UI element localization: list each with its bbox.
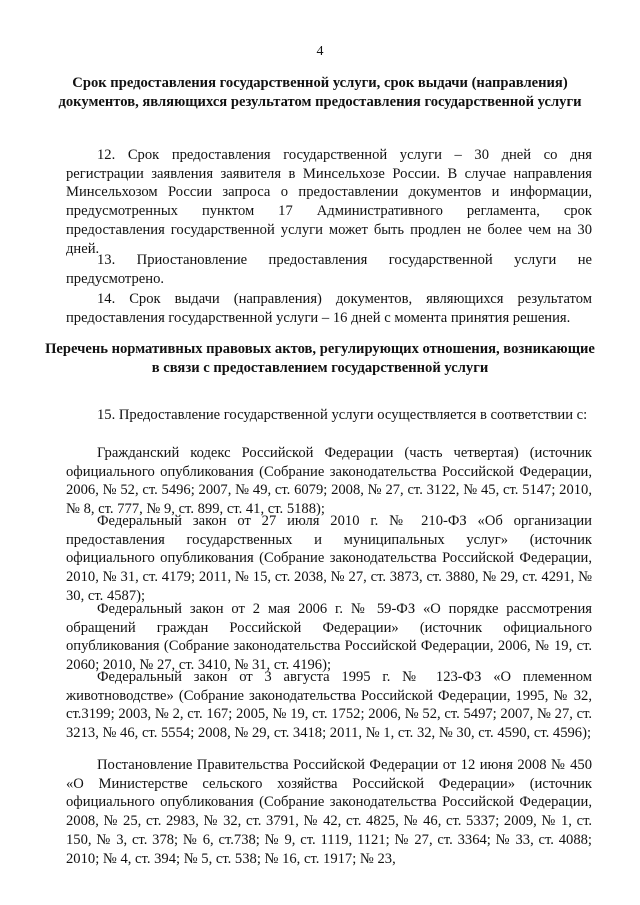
- paragraph-14: 14. Срок выдачи (направления) документов, являющихся результатом предоставления государственной услуги – 16 дней с момента принятия решения.: [66, 291, 592, 326]
- paragraph-law-210: Федеральный закон от 27 июля 2010 г. № 210-ФЗ «Об организации предоставления государственных и муниципальных услуг» (источник официального опубликования (Собрание законодательства Российской Федерации, 2010, № 31, ст. 4179; 2011, № 15, ст. 2038, № 27, ст. 3873, ст. 3880, № 29, ст. 4291, № 30, ст. 4587);: [66, 513, 592, 604]
- paragraph-law-123: Федеральный закон от 3 августа 1995 г. № 123-ФЗ «О племенном животноводстве» (Собрание законодательства Российской Федерации, 1995, № 32, ст.3199; 2003, № 2, ст. 167; 2005, № 19, ст. 1752; 2006, № 52, ст. 5497; 2007, № 27, ст. 3213, № 46, ст. 5554; 2008, № 29, ст. 3418; 2011, № 1, ст. 32, № 30, ст. 4590, ст. 4596);: [66, 669, 592, 742]
- page-number: 4: [316, 44, 324, 59]
- section-heading-legal-acts: Перечень нормативных правовых актов, регулирующих отношения, возникающие в связи с предоставлением государственной услуги: [45, 341, 595, 376]
- paragraph-12: 12. Срок предоставления государственной услуги – 30 дней со дня регистрации заявления заявителя в Минсельхозе России. В случае направления Минсельхозом России запроса о предоставлении документов и информации, предусмотренных пунктом 17 Административного регламента, срок предоставления государственной услуги может быть продлен не более чем на 30 дней.: [66, 147, 592, 257]
- paragraph-law-59: Федеральный закон от 2 мая 2006 г. № 59-ФЗ «О порядке рассмотрения обращений граждан Российской Федерации» (источник официального опубликования (Собрание законодательства Российской Федерации, 2006, № 19, ст. 2060; 2010, № 27, ст. 3410, № 31, ст. 4196);: [66, 601, 592, 674]
- paragraph-15: 15. Предоставление государственной услуги осуществляется в соответствии с:: [97, 407, 588, 423]
- paragraph-13: 13. Приостановление предоставления государственной услуги не предусмотрено.: [66, 252, 592, 287]
- paragraph-resolution-450: Постановление Правительства Российской Федерации от 12 июня 2008 № 450 «О Министерстве сельского хозяйства Российской Федерации» (источник официального опубликования (Собрание законодательства Российской Федерации, 2008, № 25, ст. 2983, № 32, ст. 3791, № 42, ст. 4825, № 46, ст. 5337; 2009, № 1, ст. 150, № 3, ст. 378; № 6, ст.738; № 9, ст. 1119, 1121; № 27, ст. 3364; № 33, ст. 4088; 2010; № 4, ст. 394; № 5, ст. 538; № 16, ст. 1917; № 23,: [66, 757, 592, 867]
- section-heading-term: Срок предоставления государственной услуги, срок выдачи (направления) документов, являющихся результатом предоставления государственной услуги: [58, 75, 582, 110]
- paragraph-civil-code: Гражданский кодекс Российской Федерации (часть четвертая) (источник официального опубликования (Собрание законодательства Российской Федерации, 2006, № 52, ст. 5496; 2007, № 49, ст. 6079; 2008, № 27, ст. 3122, № 45, ст. 5147; 2010, № 8, ст. 777, № 9, ст. 899, ст. 41, ст. 5188);: [66, 445, 592, 518]
